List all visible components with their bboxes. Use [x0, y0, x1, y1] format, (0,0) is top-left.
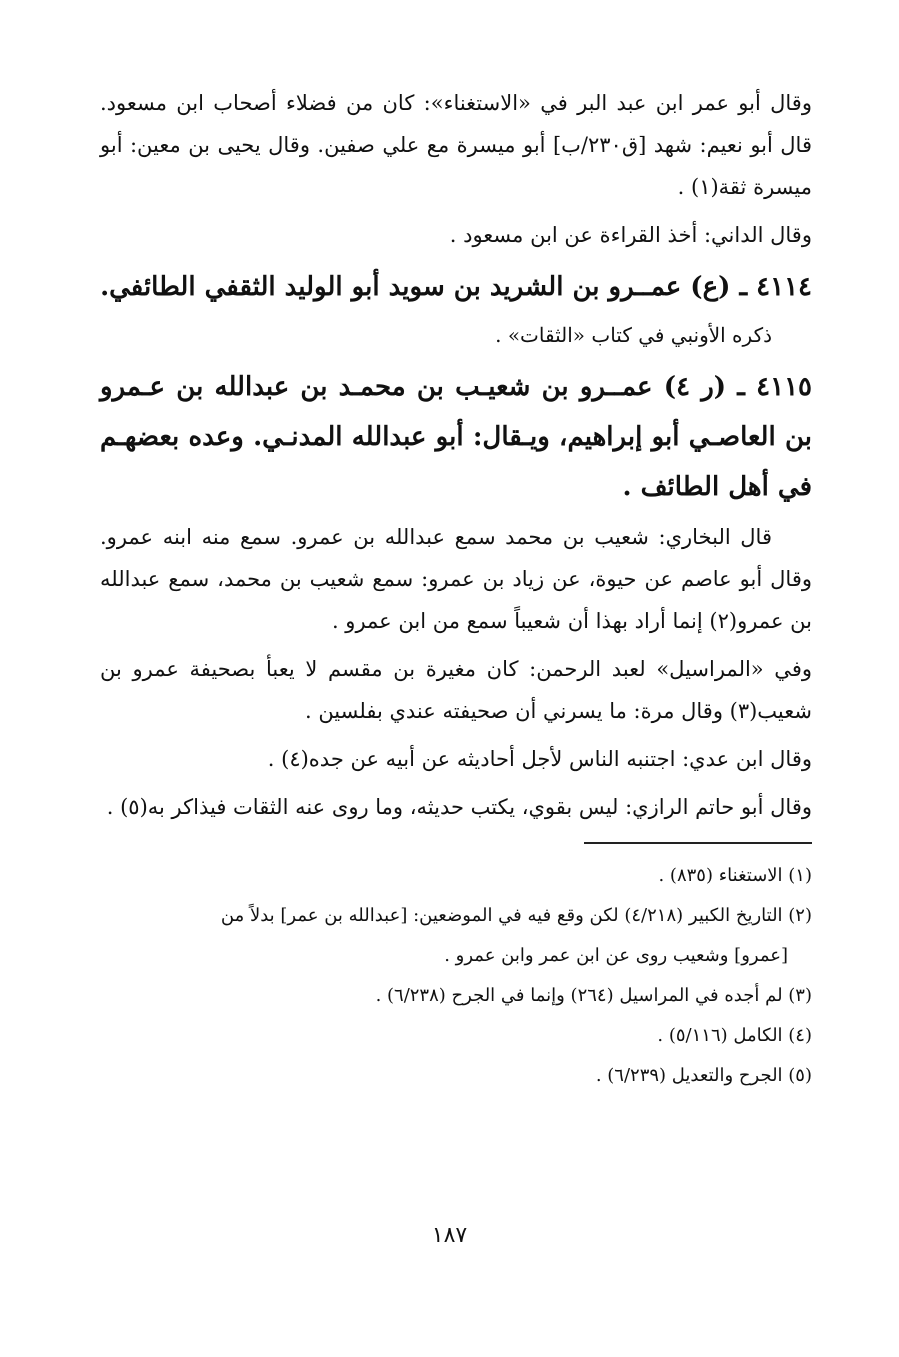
footnote-text: (٢) التاريخ الكبير (٤/٢١٨) لكن وقع فيه في الموضعين: [عبدالله بن عمر] بدلاً من	[220, 905, 812, 926]
paragraph-abu-hatim: وقال أبو حاتم الرازي: ليس بقوي، يكتب حديثه، وما روى عنه الثقات فيذاكر به(٥) .	[106, 795, 812, 819]
footnote-1	[100, 856, 812, 896]
entry-4114-note: ذكره الأونبي في كتاب «الثقات» .	[495, 323, 772, 347]
footnote-text: (٥) الجرح والتعديل (٦/٢٣٩) .	[595, 1065, 812, 1086]
footnote-divider	[584, 842, 812, 844]
paragraph-al-marasil: وفي «المراسيل» لعبد الرحمن: كان مغيرة بن مقسم لا يعبأ بصحيفة عمرو بن شعيب(٣) وقال مرة: ما يسرني أن صحيفته عندي بفلسين .	[100, 657, 812, 723]
paragraph-ibn-adi: وقال ابن عدي: اجتنبه الناس لأجل أحاديثه عن أبيه عن جده(٤) .	[267, 747, 812, 771]
footnote-text: (١) الاستغناء (٨٣٥) .	[658, 865, 812, 886]
entry-4114-title: ٤١١٤ ـ (ع) عمــرو بن الشريد بن سويد أبو الوليد الثقفي الطائفي.	[100, 272, 812, 302]
paragraph-al-dani: وقال الداني: أخذ القراءة عن ابن مسعود .	[449, 223, 812, 247]
footnotes	[100, 856, 812, 1096]
footnote-text: (٣) لم أجده في المراسيل (٢٦٤) وإنما في الجرح (٦/٢٣٨) .	[375, 985, 812, 1006]
entry-4115-title: ٤١١٥ ـ (ر ٤) عمــرو بن شعيـب بن محمـد بن عبدالله بن عـمرو بن العاصـي أبو إبراهيم، ويـقال: أبو عبدالله المدنـي. وعده بعضهـم في أهل الطائف .	[100, 372, 812, 502]
footnote-continuation: [عمرو] وشعيب روى عن ابن عمر وابن عمرو .	[444, 945, 788, 966]
footnote-4	[100, 1016, 812, 1056]
footnote-2	[100, 896, 812, 976]
paragraph-al-bukhari: قال البخاري: شعيب بن محمد سمع عبدالله بن عمرو. سمع منه ابنه عمرو. وقال أبو عاصم عن حيوة، عن زياد بن عمرو: سمع شعيب بن محمد، سمع عبدالله بن عمرو(٢) إنما أراد بهذا أن شعيباً سمع من ابن عمرو .	[100, 525, 812, 633]
footnote-3	[100, 976, 812, 1016]
footnote-text: (٤) الكامل (٥/١١٦) .	[657, 1025, 812, 1046]
page-number: ١٨٧	[431, 1223, 468, 1248]
page-content	[100, 82, 812, 1096]
footnote-5	[100, 1056, 812, 1096]
paragraph-ibn-abd-albarr: وقال أبو عمر ابن عبد البر في «الاستغناء»: كان من فضلاء أصحاب ابن مسعود. قال أبو نعيم: شهد [ق٢٣٠/ب] أبو ميسرة مع علي صفين. وقال يحيى بن معين: أبو ميسرة ثقة(١) .	[100, 91, 812, 199]
